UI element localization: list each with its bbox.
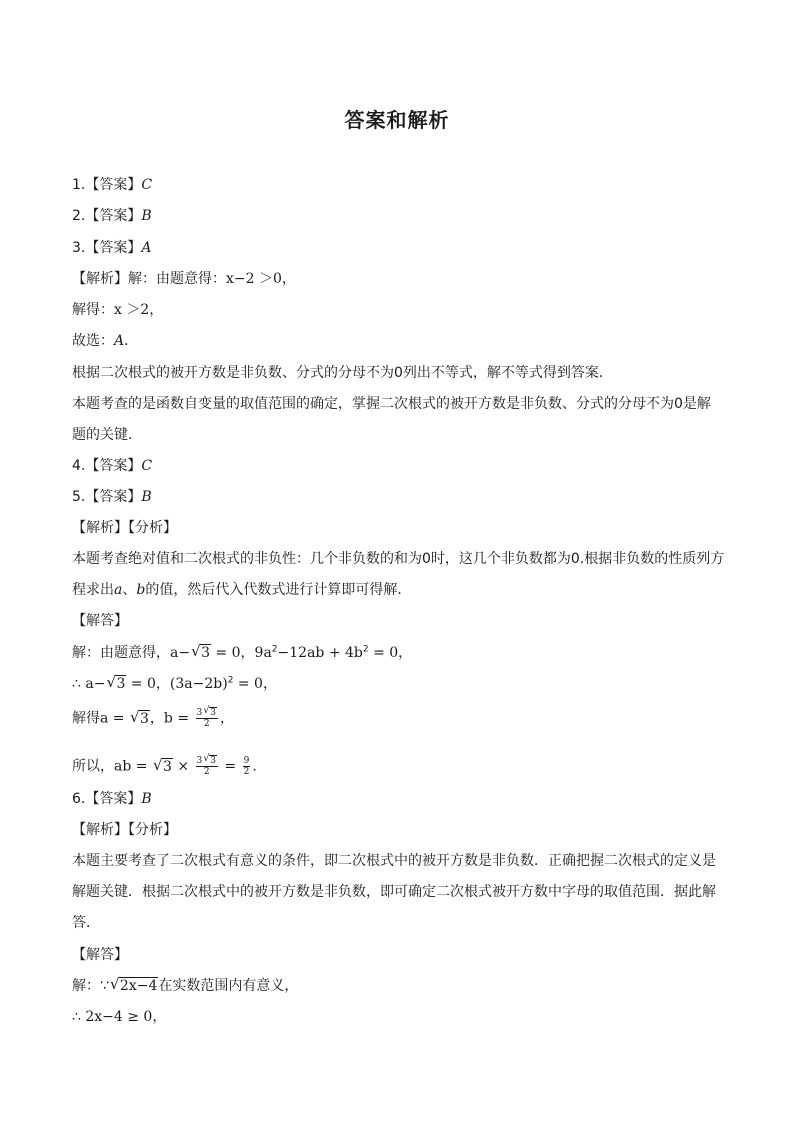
q1-answer-tag: 【答案】 xyxy=(85,177,142,193)
q6-solve-tag: 【解答】 xyxy=(72,947,128,963)
q5-analysis-line-2 xyxy=(72,581,411,599)
q4-number: 4. xyxy=(72,458,86,474)
sqrt-radicand: 3 xyxy=(162,758,172,775)
sqrt-symbol: √ 3 xyxy=(129,707,149,727)
q5-sol3-a: a = xyxy=(100,710,129,727)
sqrt-symbol: √ 3 xyxy=(152,755,172,775)
sqrt-radicand: 3 xyxy=(116,676,126,692)
q5-solve-tag: 【解答】 xyxy=(72,613,128,629)
q6-solution-line-1 xyxy=(72,977,298,995)
q3-number: 3. xyxy=(72,240,86,256)
q5-sol4-end: ． xyxy=(252,758,267,775)
q5-sol1-end2: = 0， xyxy=(368,645,413,661)
q1-answer-line xyxy=(72,176,152,194)
sqrt-symbol: √ 3 xyxy=(203,705,216,718)
q5-var-b: b xyxy=(136,582,146,598)
q4-answer-value: C xyxy=(141,458,153,474)
q5-solution-line-1 xyxy=(72,644,412,662)
q5-sol4-eq: = xyxy=(219,758,241,775)
q3-solution-line xyxy=(72,270,296,288)
fraction-numerator: 9 xyxy=(243,756,250,766)
q5-sol1-end1: −12ab + 4b xyxy=(277,645,363,661)
q5-solution-line-2 xyxy=(72,675,277,693)
fraction-denominator: 2 xyxy=(243,767,250,777)
q5-sol4-prefix: 所以， xyxy=(72,758,114,775)
fraction xyxy=(243,756,251,777)
q6-number: 6. xyxy=(72,791,86,807)
q3-explanation-line-1: 根据二次根式的被开方数是非负数、分式的分母不为0列出不等式，解不等式得到答案． xyxy=(72,365,613,381)
q5-sol2-end: = 0， xyxy=(233,676,277,692)
q1-number: 1. xyxy=(72,177,86,193)
q3-answer-value: A xyxy=(141,240,152,256)
q3-solution-expression: x−2 ＞0， xyxy=(226,271,296,287)
sqrt-symbol: √ 2x−4 xyxy=(109,975,158,994)
q6-analysis-line-3: 答． xyxy=(72,915,100,931)
q4-answer-line xyxy=(72,457,152,475)
sqrt-symbol: √ 3 xyxy=(106,673,126,692)
sqrt-radicand: 3 xyxy=(139,710,149,727)
exponent: 2 xyxy=(362,644,369,655)
q3-solution-prefix: 解：由题意得： xyxy=(128,271,226,287)
q6-analysis-tag: 【解析】【分析】 xyxy=(72,822,177,838)
sqrt-symbol: √ 3 xyxy=(191,642,210,661)
q6-sol1-suffix: 在实数范围内有意义， xyxy=(158,978,299,994)
q3-result-prefix: 解得： xyxy=(72,302,114,318)
q5-sol1-prefix: 解：由题意得， xyxy=(72,645,170,661)
q6-answer-value: B xyxy=(141,791,152,807)
sqrt-radicand: 3 xyxy=(201,645,210,661)
q3-choose-answer: A xyxy=(114,333,125,349)
q5-answer-line xyxy=(72,488,152,506)
q3-answer-tag: 【答案】 xyxy=(85,240,142,256)
fraction-denominator: 2 xyxy=(203,767,210,777)
q2-answer-line xyxy=(72,207,152,225)
q5-solution-line-3 xyxy=(72,705,234,729)
q5-sol3-mid: ，b = xyxy=(149,710,194,727)
q3-result-expression: x ＞2， xyxy=(114,302,164,318)
q2-answer-value: B xyxy=(141,208,152,224)
q2-number: 2. xyxy=(72,208,86,224)
q5-sol4-a: ab = xyxy=(114,758,152,775)
sqrt-symbol: √ 3 xyxy=(203,753,216,766)
q3-result-line xyxy=(72,301,163,319)
q5-sol1-a: a− xyxy=(170,645,191,661)
fraction-coefficient: 3 xyxy=(196,756,203,766)
q3-choose-suffix: ． xyxy=(124,333,139,349)
q5-sol1-mid: = 0，9a xyxy=(211,645,272,661)
q6-analysis-line-2: 解题关键．根据二次根式中的被开方数是非负数，即可确定二次根式被开方数中字母的取值范围．据此解 xyxy=(72,884,716,900)
q3-choose-line xyxy=(72,332,138,350)
q5-answer-value: B xyxy=(141,489,152,505)
fraction xyxy=(196,753,218,777)
q4-answer-tag: 【答案】 xyxy=(85,458,142,474)
page-title: 答案和解析 xyxy=(344,108,450,132)
q5-analysis-text-b: 、 xyxy=(122,582,137,598)
q5-answer-tag: 【答案】 xyxy=(85,489,142,505)
exponent: 2 xyxy=(271,644,278,655)
q5-sol2-mid: = 0，(3a−2b) xyxy=(126,676,228,692)
q5-var-a: a xyxy=(114,582,123,598)
q3-explanation-line-3: 题的关键． xyxy=(72,427,142,443)
sqrt-radicand: 2x−4 xyxy=(119,978,158,994)
fraction xyxy=(196,705,218,729)
q5-solution-line-4 xyxy=(72,753,267,777)
q5-analysis-tag: 【解析】【分析】 xyxy=(72,520,177,536)
sqrt-radicand: 3 xyxy=(210,708,216,718)
q5-analysis-line-1: 本题考查绝对值和二次根式的非负性：几个非负数的和为0时，这几个非负数都为0.根据非负数的性质列方 xyxy=(72,551,725,567)
q3-analysis-tag: 【解析】 xyxy=(72,271,128,287)
q6-solution-line-2 xyxy=(72,1008,166,1026)
q6-answer-line xyxy=(72,790,152,808)
q1-answer-value: C xyxy=(141,177,153,193)
q6-sol1-prefix: 解：∵ xyxy=(72,978,109,994)
q5-sol4-times: × xyxy=(172,758,194,775)
fraction-denominator: 2 xyxy=(203,719,210,729)
q5-number: 5. xyxy=(72,489,86,505)
q6-analysis-line-1: 本题主要考查了二次根式有意义的条件，即二次根式中的被开方数是非负数．正确把握二次根式的定义是 xyxy=(72,853,716,869)
q3-answer-line xyxy=(72,239,151,257)
q6-sol2: ∴ 2x−4 ≥ 0， xyxy=(72,1009,167,1025)
fraction-coefficient: 3 xyxy=(196,708,203,718)
q5-sol3-prefix: 解得 xyxy=(72,710,100,727)
q3-choose-prefix: 故选： xyxy=(72,333,114,349)
q6-answer-tag: 【答案】 xyxy=(85,791,142,807)
exponent: 2 xyxy=(227,675,234,686)
sqrt-radicand: 3 xyxy=(210,756,216,766)
q3-explanation-line-2: 本题考查的是函数自变量的取值范围的确定，掌握二次根式的被开方数是非负数、分式的分母不为0是解 xyxy=(72,396,711,412)
q5-sol2-prefix: ∴ a− xyxy=(72,676,106,692)
q5-analysis-text-c: 的值，然后代入代数式进行计算即可得解． xyxy=(145,582,412,598)
q5-sol3-end: ， xyxy=(219,710,234,727)
q2-answer-tag: 【答案】 xyxy=(85,208,142,224)
q5-analysis-text-a: 程求出 xyxy=(72,582,114,598)
